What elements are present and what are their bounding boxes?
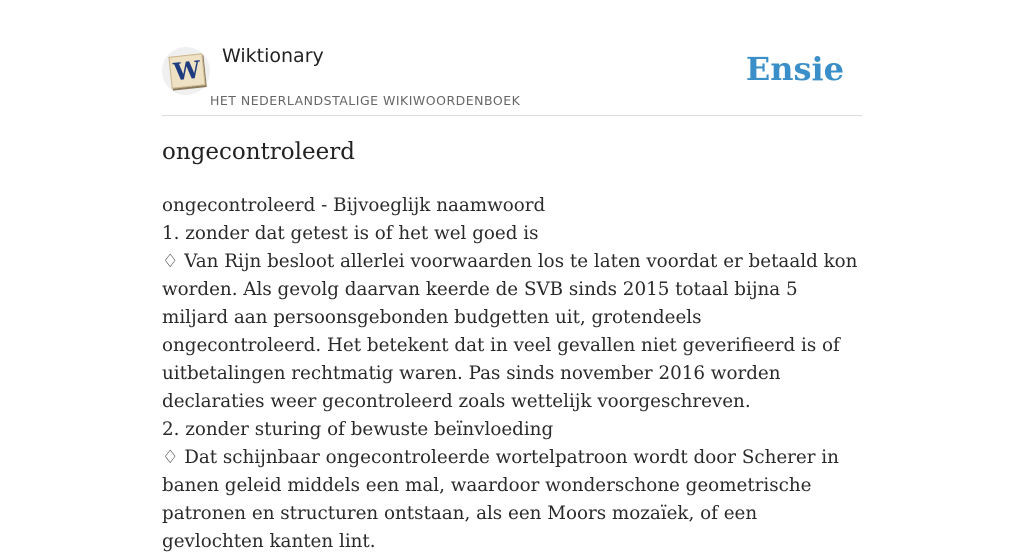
entry-content — [162, 192, 862, 556]
ensie-brand-link[interactable]: Ensie — [745, 50, 844, 88]
sense-2-definition: 2. zonder sturing of bewuste beïnvloeding — [162, 419, 554, 440]
sense-1-definition: 1. zonder dat getest is of het wel goed is — [162, 223, 539, 244]
page-title: ongecontroleerd — [162, 139, 355, 165]
wiktionary-logo-tile: W — [168, 53, 205, 88]
headword-line: ongecontroleerd - Bijvoeglijk naamwoord — [162, 195, 546, 216]
site-tagline: HET NEDERLANDSTALIGE WIKIWOORDENBOEK — [210, 93, 521, 108]
site-header — [162, 40, 862, 116]
sense-2-example: ♢ Dat schijnbaar ongecontroleerde wortelpatroon wordt door Scherer in banen geleid middels een mal, waardoor wonderschone geometrische patronen en structuren ontstaan, als een Moors mozaïek, of een gevlochten kanten lint. — [162, 447, 839, 552]
sense-1-example: ♢ Van Rijn besloot allerlei voorwaarden los te laten voordat er betaald kon worden. Als gevolg daarvan keerde de SVB sinds 2015 totaal bijna 5 miljard aan persoonsgebonden budgetten uit, grotendeels ongecontroleerd. Het betekent dat in veel gevallen niet geverifieerd is of uitbetalingen rechtmatig waren. Pas sinds november 2016 worden declaraties weer gecontroleerd zoals wettelijk voorgeschreven. — [162, 251, 858, 412]
site-name[interactable]: Wiktionary — [222, 45, 324, 67]
wiktionary-logo[interactable] — [162, 47, 210, 95]
